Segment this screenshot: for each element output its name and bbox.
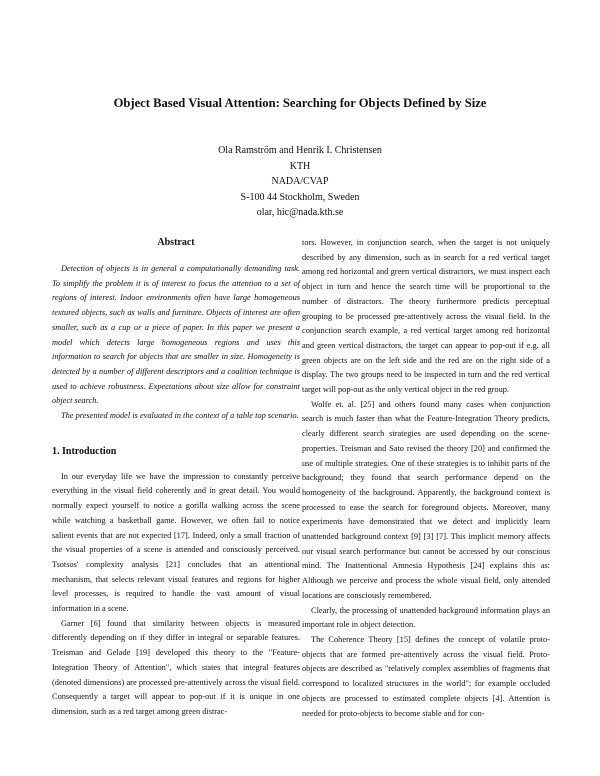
- body-paragraph: The Coherence Theory [15] defines the concept of volatile proto-objects that are formed pre-attentively across the visual field. Proto-objects are described as "relatively complex assemblies of fragments that correspond to localized structures in the world"; for example occluded objects are processed to estimated complete objects [4]. Attention is needed for proto-objects to become stable and for con-: [302, 634, 550, 718]
- abstract-body: [52, 262, 300, 424]
- author-block: [0, 143, 600, 221]
- abstract-heading: Abstract: [157, 237, 195, 248]
- abstract-paragraph: The presented model is evaluated in the context of a table top scenario.: [61, 411, 299, 421]
- paper-title: Object Based Visual Attention: Searching for Objects Defined by Size: [113, 96, 487, 110]
- affiliation-kth: KTH: [289, 160, 311, 172]
- affiliation-dept: NADA/CVAP: [271, 176, 329, 187]
- body-paragraph: Garner [6] found that similarity between objects is measured differently depending on if they differ in integral or separable features. Treisman and Gelade [19] developed this theory to the "Feature-Integration Theory of Attention", which states that integral features (denoted dimensions) are processed pre-attentively across the visual field. Consequently a target will appear to pop-out if it is unique in one dimension, such as a red target among green distrac-: [52, 618, 300, 716]
- abstract-paragraph: Detection of objects is in general a computationally demanding task. To simplify the problem it is of interest to focus the attention to a set of regions of interest. Indoor environments often have large homogeneous textured objects, such as walls and furniture. Objects of interest are often smaller, such as a cup or a piece of paper. In this paper we present a model which detects large homogeneous regions and uses this information to search for objects that are smaller in size. Homogeneity is detected by a number of different descriptors and a coalition technique is used to achieve robustness. Expectations about size allow for constraint object search.: [52, 264, 300, 406]
- body-paragraph: Wolfe et. al. [25] and others found many cases when conjunction search is much faster than what the Feature-Integration Theory predicts, clearly different search strategies are used depending on the scene-properties. Treisman and Sato revised the theory [20] and confirmed the use of multiple strategies. One of these strategies is to inhibit parts of the background; they found that search performance depend on the homogeneity of the background. Apparently, the background context is processed to ease the search for foreground objects. Moreover, many experiments have demonstrated that we detect and implicitly learn unattended background context [9] [3] [7]. This implicit memory affects our visual search performance but cannot be accessed by our conscious mind. The Inattentional Amnesia Hypothesis [24] explains this as: Although we perceive and process the whole visual field, only attended locations are consciously remembered.: [302, 399, 550, 600]
- author-names: Ola Ramström and Henrik I. Christensen: [218, 145, 382, 156]
- postal-address: S-100 44 Stockholm, Sweden: [240, 191, 360, 203]
- body-paragraph: In our everyday life we have the impression to constantly perceive everything in the visual field coherently and in great detail. You would normally expect yourself to notice a gorilla walking across the scene while watching a basketball game. However, we often fail to notice salient events that are not expected [17]. Indeed, only a small fraction of the visual properties of a scene is attended and consciously perceived. Tsotsos' complexity analysis [21] concludes that an attentional mechanism, that selects relevant visual features and regions for higher level processes, is required to handle the vast amount of visual information in a scene.: [52, 471, 300, 614]
- right-column: [302, 236, 550, 721]
- section-heading-introduction: 1. Introduction: [52, 445, 117, 457]
- email-address: olar, hic@nada.kth.se: [256, 207, 344, 218]
- body-paragraph: tors. However, in conjunction search, when the target is not uniquely described by any dimension, such as in search for a red vertical target among red horizontal and green vertical distractors, we must inspect each object in turn and hence the search time will be proportional to the number of distractors. The theory furthermore predicts perceptual grouping to be processed pre-attentively across the visual field. In the conjunction search example, a red vertical target among red horizontal and green vertical distractors, the target can appear to pop-out if e.g. all green objects are on the left side and the red are on the right side of a display. The two groups need to be inspected in turn and the red vertical target will pop-out as the only vertical object in the red group.: [302, 238, 550, 395]
- introduction-body: [52, 470, 300, 720]
- body-paragraph: Clearly, the processing of unattended background information plays an important role in object detection.: [302, 605, 550, 630]
- left-column: [52, 236, 300, 720]
